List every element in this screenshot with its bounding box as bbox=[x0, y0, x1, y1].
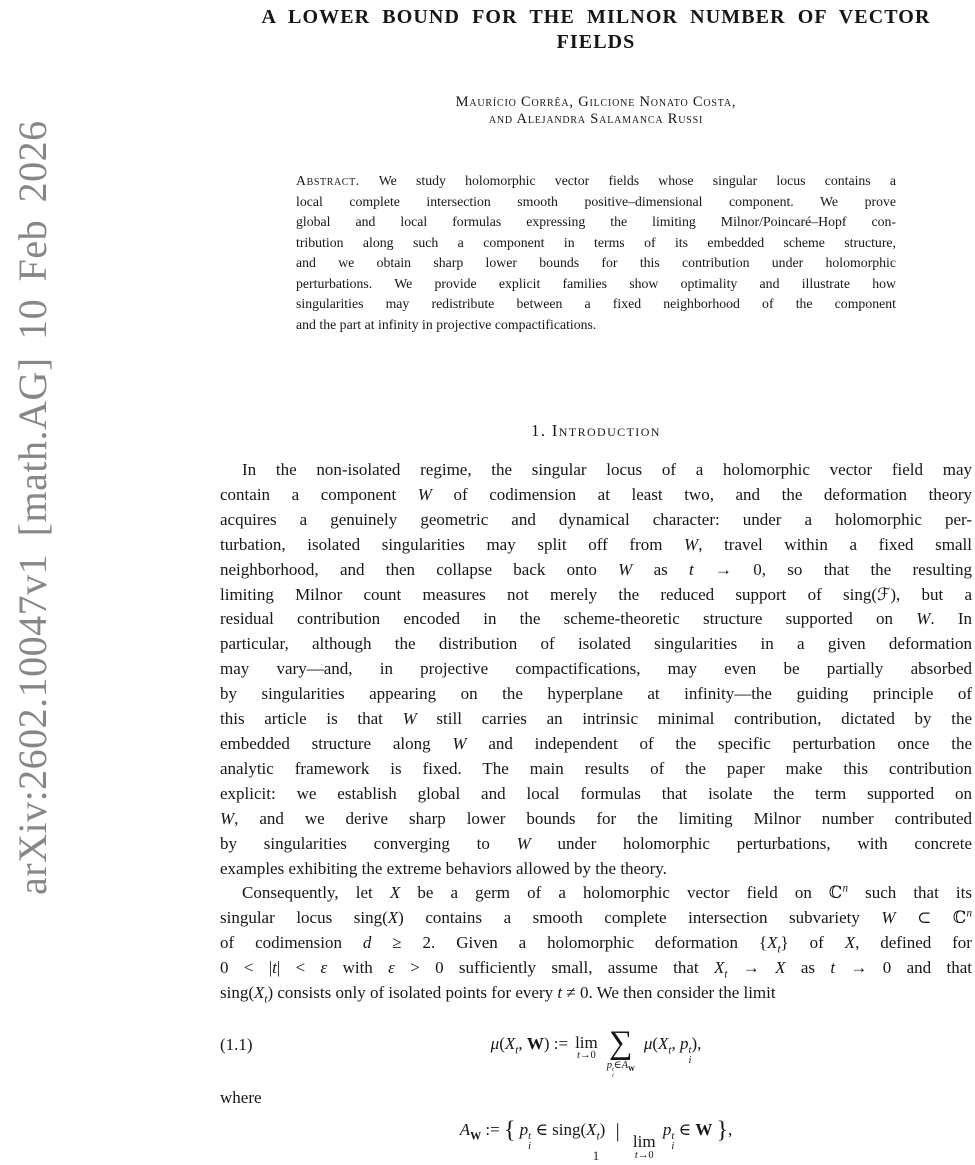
text-line: local complete intersection smooth positive–dimensional component. We prove bbox=[296, 193, 896, 209]
text-line: by singularities converging to W under holomorphic perturbations, with concrete bbox=[220, 833, 972, 853]
intro-paragraph-2 bbox=[220, 881, 972, 1006]
equation-aw-definition: $A_W$ := { p t i ∈ $\sin g(X_t)$ | lim t→0 p t i ∈ W }, bbox=[459, 1117, 733, 1161]
text-line: singularities may redistribute between a fixed neighborhood of the component bbox=[296, 296, 896, 311]
paper-title bbox=[220, 0, 972, 55]
text-line: singular locus sing(X) contains a smooth complete intersection subvariety W ⊂ ℂ$^n$ bbox=[220, 907, 972, 928]
text-line: and the part at infinity in projective compactifications. bbox=[296, 316, 597, 332]
authors-line-1: Maurício Corrêa, Gilcione Nonato Costa, bbox=[455, 94, 737, 110]
paper-content bbox=[220, 0, 972, 1164]
text-line: W, and we derive sharp lower bounds for the limiting Milnor number contributed bbox=[220, 808, 972, 828]
equation-1-1 bbox=[220, 1022, 972, 1084]
text-line: Abstract. We study holomorphic vector fields whose singular locus contains a bbox=[296, 173, 896, 188]
section-heading: 1. Introduction bbox=[531, 421, 661, 440]
text-line: may vary—and, in projective compactifications, may even be partially absorbed bbox=[220, 659, 972, 679]
equation-body bbox=[220, 1022, 972, 1079]
text-line: explicit: we establish global and local formulas that isolate the term supported on bbox=[220, 783, 972, 803]
sum-subscript: p t i $\in A_W$ bbox=[606, 1060, 635, 1080]
text-line: neighborhood, and then collapse back onto W as t → 0, so that the resulting bbox=[220, 559, 972, 579]
text-line: examples exhibiting the extreme behaviors allowed by the theory. bbox=[220, 858, 667, 878]
text-line: global and local formulas expressing the limiting Milnor/Poincaré–Hopf con- bbox=[296, 214, 896, 229]
title-line-2: FIELDS bbox=[556, 31, 636, 53]
equation-number: (1.1) bbox=[220, 1034, 253, 1054]
page-number: 1 bbox=[592, 1148, 600, 1163]
text-line: tribution along such a component in terms of its embedded scheme structure, bbox=[296, 234, 896, 250]
text-line: particular, although the distribution of isolated singularities in a given deformation bbox=[220, 634, 972, 654]
text-line: this article is that W still carries an intrinsic minimal contribution, dictated by the bbox=[220, 709, 973, 729]
arxiv-watermark: arXiv:2602.10047v1 [math.AG] 10 Feb 2026 bbox=[10, 120, 55, 895]
text-line: perturbations. We provide explicit families show optimality and illustrate how bbox=[296, 275, 896, 291]
text-line: Consequently, let X be a germ of a holomorphic vector field on ℂ$^n$ such that its bbox=[242, 882, 972, 903]
where-text: where bbox=[220, 1087, 262, 1107]
sum-operator bbox=[606, 1024, 635, 1080]
text-line: contain a component W of codimension at least two, and the deformation theory bbox=[220, 484, 972, 504]
title-line-1: A LOWER BOUND FOR THE MILNOR NUMBER OF VECTOR bbox=[261, 6, 931, 28]
text-line: residual contribution encoded in the scheme-theoretic structure supported on W. In bbox=[220, 609, 972, 629]
intro-paragraph-1 bbox=[220, 458, 972, 881]
text-line: of codimension d ≥ 2. Given a holomorphic deformation $\{X_t\}$ of X, defined for bbox=[220, 933, 972, 956]
limit-operator bbox=[575, 1034, 598, 1062]
text-line: embedded structure along W and independent of the specific perturbation once the bbox=[220, 733, 973, 753]
text-line: limiting Milnor count measures not merely the reduced support of sing(ℱ), but a bbox=[220, 584, 972, 604]
text-line: acquires a genuinely geometric and dynamical character: under a holomorphic per- bbox=[220, 509, 972, 529]
abstract bbox=[296, 171, 896, 335]
text-line: $\sin g(X_t)$ consists only of isolated points for every t ≠ 0. We then consider the limit bbox=[220, 983, 776, 1006]
text-line: by singularities appearing on the hyperplane at infinity—the guiding principle of bbox=[220, 684, 972, 704]
limit-label: lim bbox=[575, 1032, 598, 1052]
text-line: analytic framework is fixed. The main results of the paper make this contribution bbox=[220, 758, 972, 778]
text-line: turbation, isolated singularities may split off from W, travel within a fixed small bbox=[220, 534, 973, 554]
text-line: In the non-isolated regime, the singular locus of a holomorphic vector field may bbox=[242, 460, 972, 479]
equation-lhs: $\mu(X_t$, W) := bbox=[490, 1033, 569, 1057]
equation-rhs: $\mu(X_t$, p t i ), bbox=[643, 1033, 702, 1067]
limit-subscript: t→0 bbox=[577, 1050, 596, 1062]
text-line: 0 < |t| < ε with ε > 0 sufficiently small, assume that $X_t \to X$ as t → 0 and that bbox=[220, 958, 972, 981]
sum-symbol: ∑ bbox=[609, 1024, 633, 1061]
authors-line-2: and Alejandra Salamanca Russi bbox=[488, 111, 704, 127]
text-line: and we obtain sharp lower bounds for this contribution under holomorphic bbox=[296, 255, 896, 270]
authors bbox=[220, 94, 972, 128]
